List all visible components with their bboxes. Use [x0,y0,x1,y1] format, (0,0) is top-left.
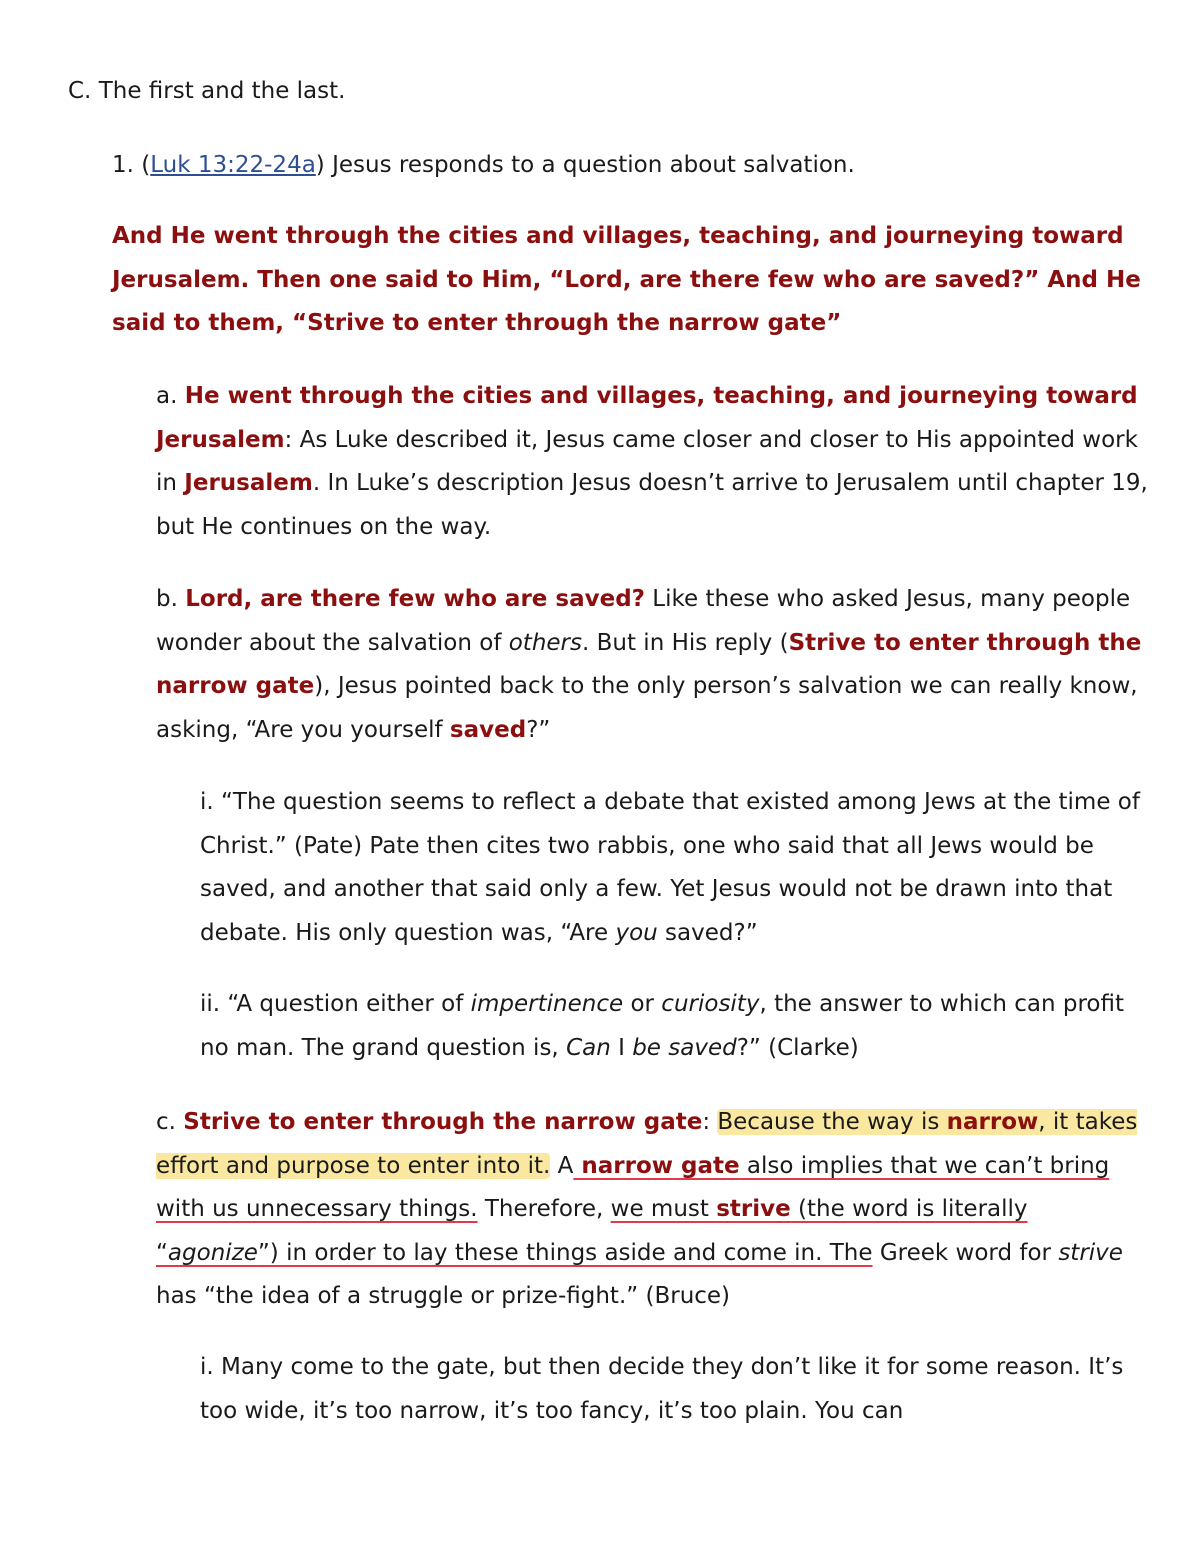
underline-quote-2: strive [716,1196,791,1222]
point-a [156,375,1156,549]
scripture-text: And He went through the cities and villages, teaching, and journeying toward Jerusalem. Then one said to Him, “Lord, are there few who are saved?” And He said to them, “Strive to enter through the narrow gate” [112,223,1141,336]
point-b-i [200,781,1150,955]
point-c-label: c. [156,1109,184,1135]
point-c-text-5: has “the idea of a struggle or prize-fight.” (Bruce) [156,1283,731,1309]
point-c-i-label: i. [200,1354,222,1380]
point-a-text-1: : As Luke described it, Jesus came closer and closer to His appointed work in [156,426,1138,496]
highlight-text-1: Because the way is [717,1109,947,1135]
highlight-text-2: , it takes effort and purpose to enter into it. [156,1109,1138,1179]
section-title: The first and the last. [98,78,346,104]
point-b-text-4: ?” [526,716,551,743]
underline-text-1: also implies that we can’t bring with us unnecessary things. [156,1152,1110,1222]
point-b-quote-3: saved [449,716,527,743]
point-b-ii-text-3: , the answer to which can profit no man. The grand question is, [200,991,1124,1061]
scripture-quote [112,215,1152,346]
point-c-text-4: Greek word for [872,1239,1059,1266]
point-b-text-3: ), Jesus pointed back to the only person’s salvation we can really know, asking, “Are you yourself [156,673,1138,743]
point-b-ii-text-5: ?” (Clarke) [736,1034,859,1061]
scripture-reference-link[interactable]: Luk 13:22-24a [150,152,316,178]
point-b-ii-text-1: “A question either of [227,991,471,1017]
point-b-i-text-2: saved?” [657,919,758,946]
point-a-quote-2: Jerusalem [184,470,313,496]
highlight-quote: narrow [946,1109,1039,1135]
point-b-text-2: . But in His reply ( [582,629,789,656]
point-c-text-1: : [702,1109,718,1135]
point-b-ii [200,983,1150,1070]
point-b-label: b. [156,586,186,612]
point-b-quote: Lord, are there few who are saved? [185,586,645,612]
point-b-emphasis: others [508,629,582,656]
point-b-i-emphasis: you [615,919,658,946]
point-b-ii-text-4: I [610,1034,633,1061]
point-b-ii-label: ii. [200,991,228,1017]
point-b-ii-emphasis-3: Can [566,1034,611,1061]
underline-text-3: (the word is literally “ [156,1196,1028,1266]
section-label: C. [68,78,92,104]
underline-text-4: ”) in order to lay these things aside and come in. The [257,1239,873,1266]
point-c-text-3: Therefore, [477,1196,611,1222]
underline-text-2: we must [610,1196,717,1222]
point-b-ii-emphasis-2: curiosity [661,991,760,1017]
underline-emphasis: agonize [167,1239,258,1266]
point-c-text-2: A [550,1152,574,1179]
point-c-emphasis: strive [1058,1239,1123,1266]
point-b-quote-2: Strive to enter through the narrow gate [156,629,1142,699]
point-c-i [200,1346,1150,1433]
point-a-text-2: . In Luke’s description Jesus doesn’t arrive to Jerusalem until chapter 19, but He continues on the way. [156,470,1148,540]
point-c-quote: Strive to enter through the narrow gate [183,1109,703,1135]
point-1 [112,144,1172,188]
point-b-ii-text-2: or [623,991,662,1017]
point-b-ii-emphasis-4: be saved [632,1034,737,1061]
point-1-text: ) Jesus responds to a question about salvation. [315,152,855,178]
point-1-number: 1. ( [112,152,151,178]
underline-quote-1: narrow gate [573,1152,740,1179]
point-b-text-1: Like these who asked Jesus, many people wonder about the salvation of [156,586,1131,656]
point-b-i-text-1: “The question seems to reflect a debate that existed among Jews at the time of Christ.” (Pate) Pate then cites two rabbis, one who said that all Jews would be saved, and another that said only a few. Yet Jesus would not be drawn into that debate. His only question was, “Are [200,789,1140,946]
section-heading [68,70,1168,114]
point-c-i-text: Many come to the gate, but then decide they don’t like it for some reason. It’s too wide, it’s too narrow, it’s too fancy, it’s too plain. You can [200,1354,1124,1424]
point-a-quote: He went through the cities and villages, teaching, and journeying toward Jerusalem [156,383,1138,453]
point-b-ii-emphasis-1: impertinence [470,991,624,1017]
point-b [156,578,1156,752]
point-a-label: a. [156,383,185,409]
point-b-i-label: i. [200,789,222,815]
point-c [156,1101,1156,1319]
